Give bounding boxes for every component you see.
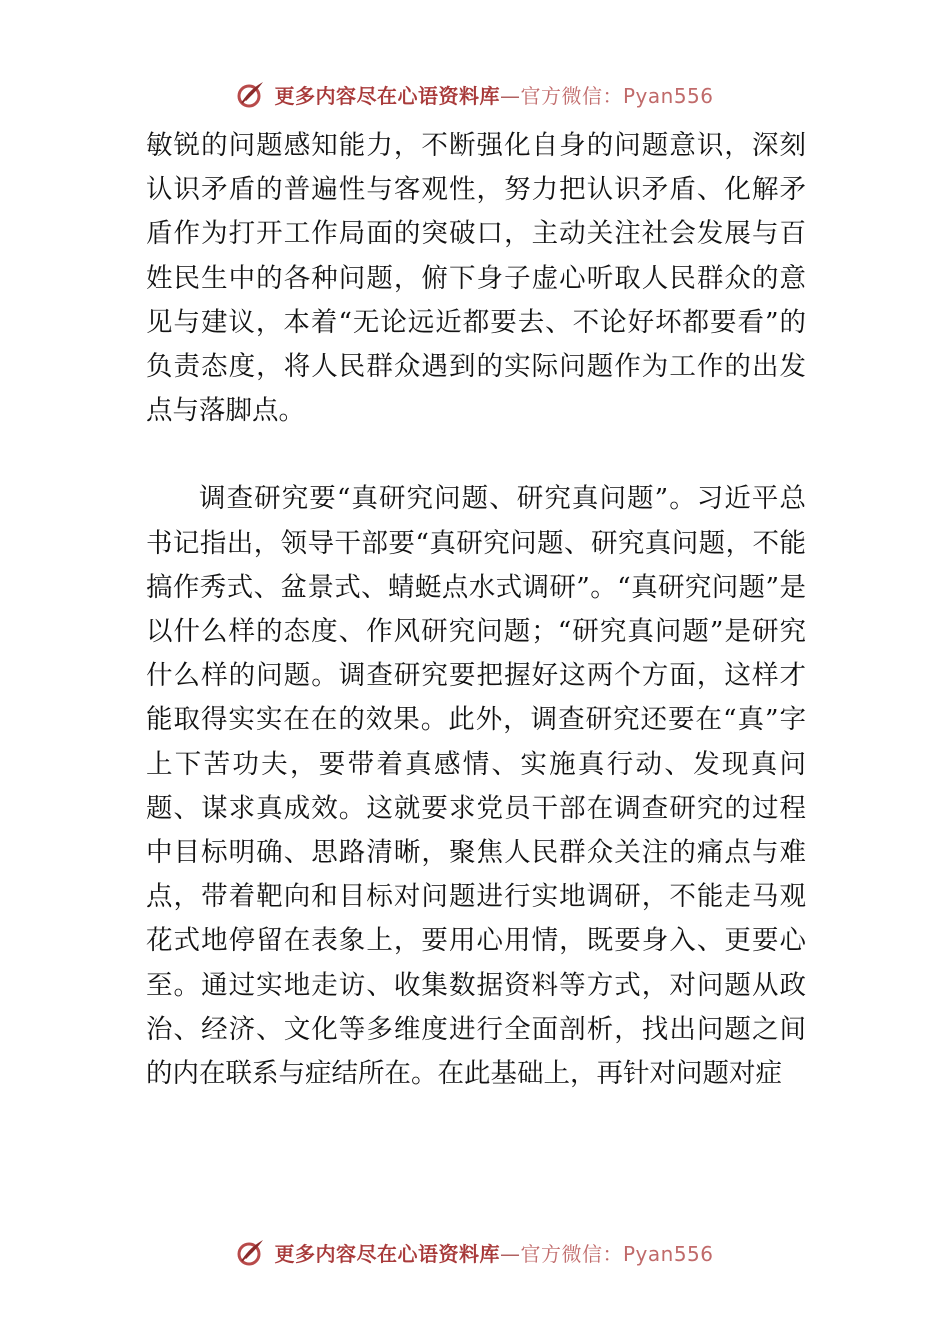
quill-logo-icon — [236, 1237, 266, 1267]
header-separator: — — [499, 83, 521, 108]
footer-banner-text — [274, 1238, 713, 1267]
footer-brand-text: 更多内容尽在心语资料库 — [274, 1241, 500, 1266]
header-banner-text — [274, 80, 713, 109]
header-banner — [0, 74, 950, 114]
header-brand-text: 更多内容尽在心语资料库 — [274, 83, 500, 108]
footer-separator: — — [499, 1241, 521, 1266]
document-body — [146, 124, 806, 1096]
header-contact-id: Pyan556 — [622, 83, 714, 108]
footer-contact-id: Pyan556 — [622, 1241, 714, 1266]
footer-contact-label: 官方微信： — [520, 1241, 623, 1266]
body-paragraph-2: 调查研究要“真研究问题、研究真问题”。习近平总书记指出，领导干部要“真研究问题、研究真问题，不能搞作秀式、盆景式、蜻蜓点水式调研”。“真研究问题”是以什么样的态度、作风研究问题；“研究真问题”是研究什么样的问题。调查研究要把握好这两个方面，这样才能取得实实在在的效果。此外，调查研究还要在“真”字上下苦功夫，要带着真感情、实施真行动、发现真问题、谋求真成效。这就要求党员干部在调查研究的过程中目标明确、思路清晰，聚焦人民群众关注的痛点与难点，带着靶向和目标对问题进行实地调研，不能走马观花式地停留在表象上，要用心用情，既要身入、更要心至。通过实地走访、收集数据资料等方式，对问题从政治、经济、文化等多维度进行全面剖析，找出问题之间的内在联系与症结所在。在此基础上，再针对问题对症 — [146, 483, 806, 1090]
quill-logo-icon — [236, 79, 266, 109]
footer-banner — [0, 1232, 950, 1272]
body-paragraph-1: 敏锐的问题感知能力，不断强化自身的问题意识，深刻认识矛盾的普遍性与客观性，努力把认识矛盾、化解矛盾作为打开工作局面的突破口，主动关注社会发展与百姓民生中的各种问题，俯下身子虚心听取人民群众的意见与建议，本着“无论远近都要去、不论好坏都要看”的负责态度，将人民群众遇到的实际问题作为工作的出发点与落脚点。 — [146, 130, 806, 427]
header-contact-label: 官方微信： — [520, 83, 623, 108]
